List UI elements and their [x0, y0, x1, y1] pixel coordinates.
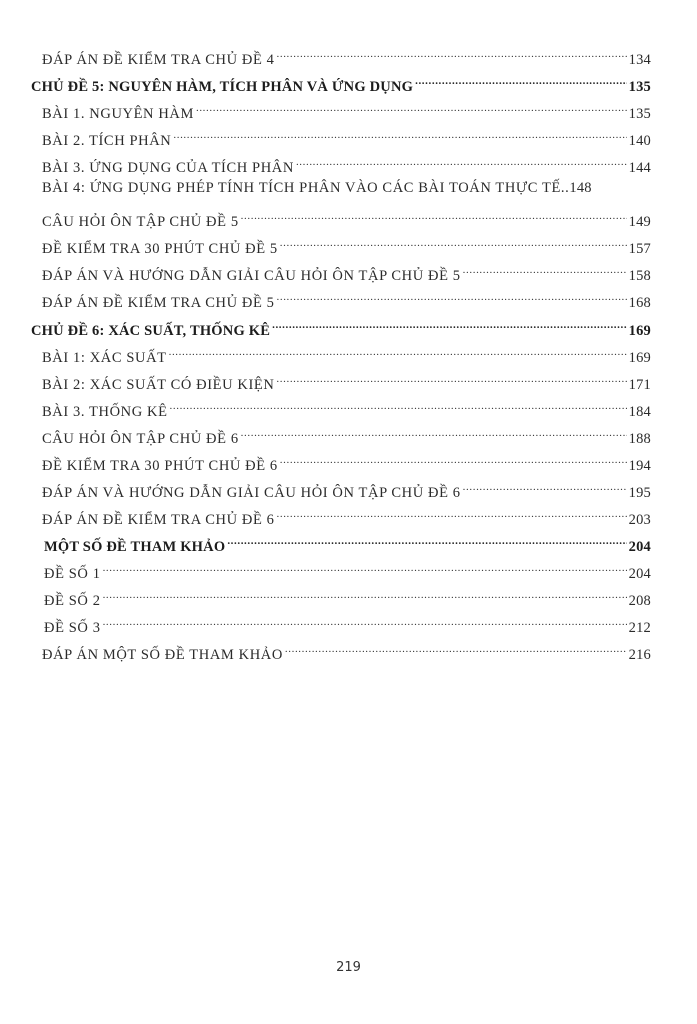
toc-dot-leader	[103, 556, 627, 578]
toc-entry-title: BÀI 4: ỨNG DỤNG PHÉP TÍNH TÍCH PHÂN VÀO CÁC BÀI TOÁN THỰC TẾ..	[42, 180, 570, 196]
toc-entry-title: ĐÁP ÁN ĐỀ KIỂM TRA CHỦ ĐỀ 5	[42, 295, 275, 311]
toc-entry	[42, 394, 651, 420]
toc-entry-title: BÀI 1. NGUYÊN HÀM	[42, 106, 194, 122]
toc-entry-page: 212	[628, 620, 651, 636]
toc-entry-title: BÀI 1: XÁC SUẤT	[42, 350, 167, 366]
toc-entry-page: 140	[628, 133, 651, 149]
toc-dot-leader	[277, 42, 627, 64]
toc-entry-title: ĐỀ SỐ 3	[44, 620, 101, 636]
toc-entry-page: 188	[628, 431, 651, 447]
toc-dot-leader	[272, 313, 627, 335]
toc-dot-leader	[277, 502, 627, 524]
toc-entry	[42, 340, 651, 366]
toc-entry	[42, 258, 651, 284]
toc-entry-title: ĐÁP ÁN MỘT SỐ ĐỀ THAM KHẢO	[42, 647, 283, 663]
toc-entry-page: 194	[628, 458, 651, 474]
toc-dot-leader	[241, 204, 627, 226]
toc-entry	[44, 529, 651, 555]
toc-dot-leader	[169, 340, 627, 362]
toc-entry-title: BÀI 2: XÁC SUẤT CÓ ĐIỀU KIỆN	[42, 377, 275, 393]
toc-entry	[42, 123, 651, 149]
toc-dot-leader	[276, 367, 626, 389]
toc-entry-page: 203	[628, 512, 651, 528]
toc-entry	[31, 313, 651, 339]
toc-entry-title: ĐÁP ÁN ĐỀ KIỂM TRA CHỦ ĐỀ 4	[42, 52, 275, 68]
toc-entry	[42, 231, 651, 257]
toc-entry-page: 144	[628, 160, 651, 176]
toc-entry	[42, 448, 651, 474]
toc-dot-leader	[170, 394, 627, 416]
toc-entry-page: 157	[628, 241, 651, 257]
toc-entry	[42, 475, 651, 501]
toc-entry	[42, 367, 651, 393]
toc-entry-page: 169	[628, 350, 651, 366]
toc-dot-leader	[103, 610, 627, 632]
toc-entry-title: CHỦ ĐỀ 6: XÁC SUẤT, THỐNG KÊ	[31, 323, 271, 339]
toc-entry-title: CÂU HỎI ÔN TẬP CHỦ ĐỀ 6	[42, 431, 239, 447]
toc-entry-page: 168	[628, 295, 651, 311]
toc-entry-page: 216	[628, 647, 651, 663]
toc-entry-page: 184	[628, 404, 651, 420]
toc-entry	[42, 42, 651, 68]
toc-entry-title: ĐỀ SỐ 2	[44, 593, 101, 609]
toc-entry-title: ĐỀ SỐ 1	[44, 566, 101, 582]
toc-entry-title: BÀI 3. ỨNG DỤNG CỦA TÍCH PHÂN	[42, 160, 294, 176]
toc-entry-title: ĐỀ KIỂM TRA 30 PHÚT CHỦ ĐỀ 5	[42, 241, 278, 257]
toc-dot-leader	[241, 421, 627, 443]
toc-entry-page: 158	[628, 268, 651, 284]
toc-entry-page: 135	[628, 106, 651, 122]
toc-dot-leader	[280, 448, 627, 470]
toc-entry	[42, 421, 651, 447]
toc-dot-leader	[415, 69, 627, 91]
toc-entry-page: 204	[628, 539, 651, 555]
toc-dot-leader	[103, 583, 627, 605]
toc-dot-leader	[463, 258, 627, 280]
toc-entry-title: ĐÁP ÁN VÀ HƯỚNG DẪN GIẢI CÂU HỎI ÔN TẬP CHỦ ĐỀ 5	[42, 268, 461, 284]
toc-entry-title: BÀI 3. THỐNG KÊ	[42, 404, 168, 420]
toc-entry	[42, 177, 651, 199]
toc-entry	[42, 204, 651, 230]
toc-dot-leader	[463, 475, 627, 497]
toc-entry	[44, 556, 651, 582]
toc-entry-page: 204	[628, 566, 651, 582]
toc-entry	[44, 610, 651, 636]
toc-entry	[42, 96, 651, 122]
toc-entry	[42, 150, 651, 176]
toc-entry-page: 169	[628, 323, 651, 339]
toc-dot-leader	[285, 637, 627, 659]
toc-entry-title: CÂU HỎI ÔN TẬP CHỦ ĐỀ 5	[42, 214, 239, 230]
toc-entry-page: 135	[628, 79, 651, 95]
toc-entry	[42, 637, 651, 663]
toc-entry-page: 195	[628, 485, 651, 501]
toc-entry-title: ĐÁP ÁN VÀ HƯỚNG DẪN GIẢI CÂU HỎI ÔN TẬP CHỦ ĐỀ 6	[42, 485, 461, 501]
toc-entry-page: 148	[569, 180, 592, 196]
toc-entry-page: 149	[628, 214, 651, 230]
toc-entry-title: ĐÁP ÁN ĐỀ KIỂM TRA CHỦ ĐỀ 6	[42, 512, 275, 528]
toc-entry-title: CHỦ ĐỀ 5: NGUYÊN HÀM, TÍCH PHÂN VÀ ỨNG DỤNG	[31, 79, 414, 95]
toc-dot-leader	[173, 123, 626, 145]
toc-entry-title: MỘT SỐ ĐỀ THAM KHẢO	[44, 539, 226, 555]
toc-entry-title: BÀI 2. TÍCH PHÂN	[42, 133, 172, 149]
toc-entry-page: 134	[628, 52, 651, 68]
toc-dot-leader	[196, 96, 627, 118]
toc-entry	[42, 502, 651, 528]
toc-dot-leader	[227, 529, 626, 551]
toc-entry-page: 171	[628, 377, 651, 393]
toc-entry	[42, 285, 651, 311]
toc-entry-page: 208	[628, 593, 651, 609]
toc-dot-leader	[280, 231, 627, 253]
toc-dot-leader	[277, 285, 627, 307]
toc-entry	[44, 583, 651, 609]
toc-entry	[31, 69, 651, 95]
toc-entry-title: ĐỀ KIỂM TRA 30 PHÚT CHỦ ĐỀ 6	[42, 458, 278, 474]
toc-dot-leader	[296, 150, 627, 172]
page-number: 219	[336, 960, 361, 975]
